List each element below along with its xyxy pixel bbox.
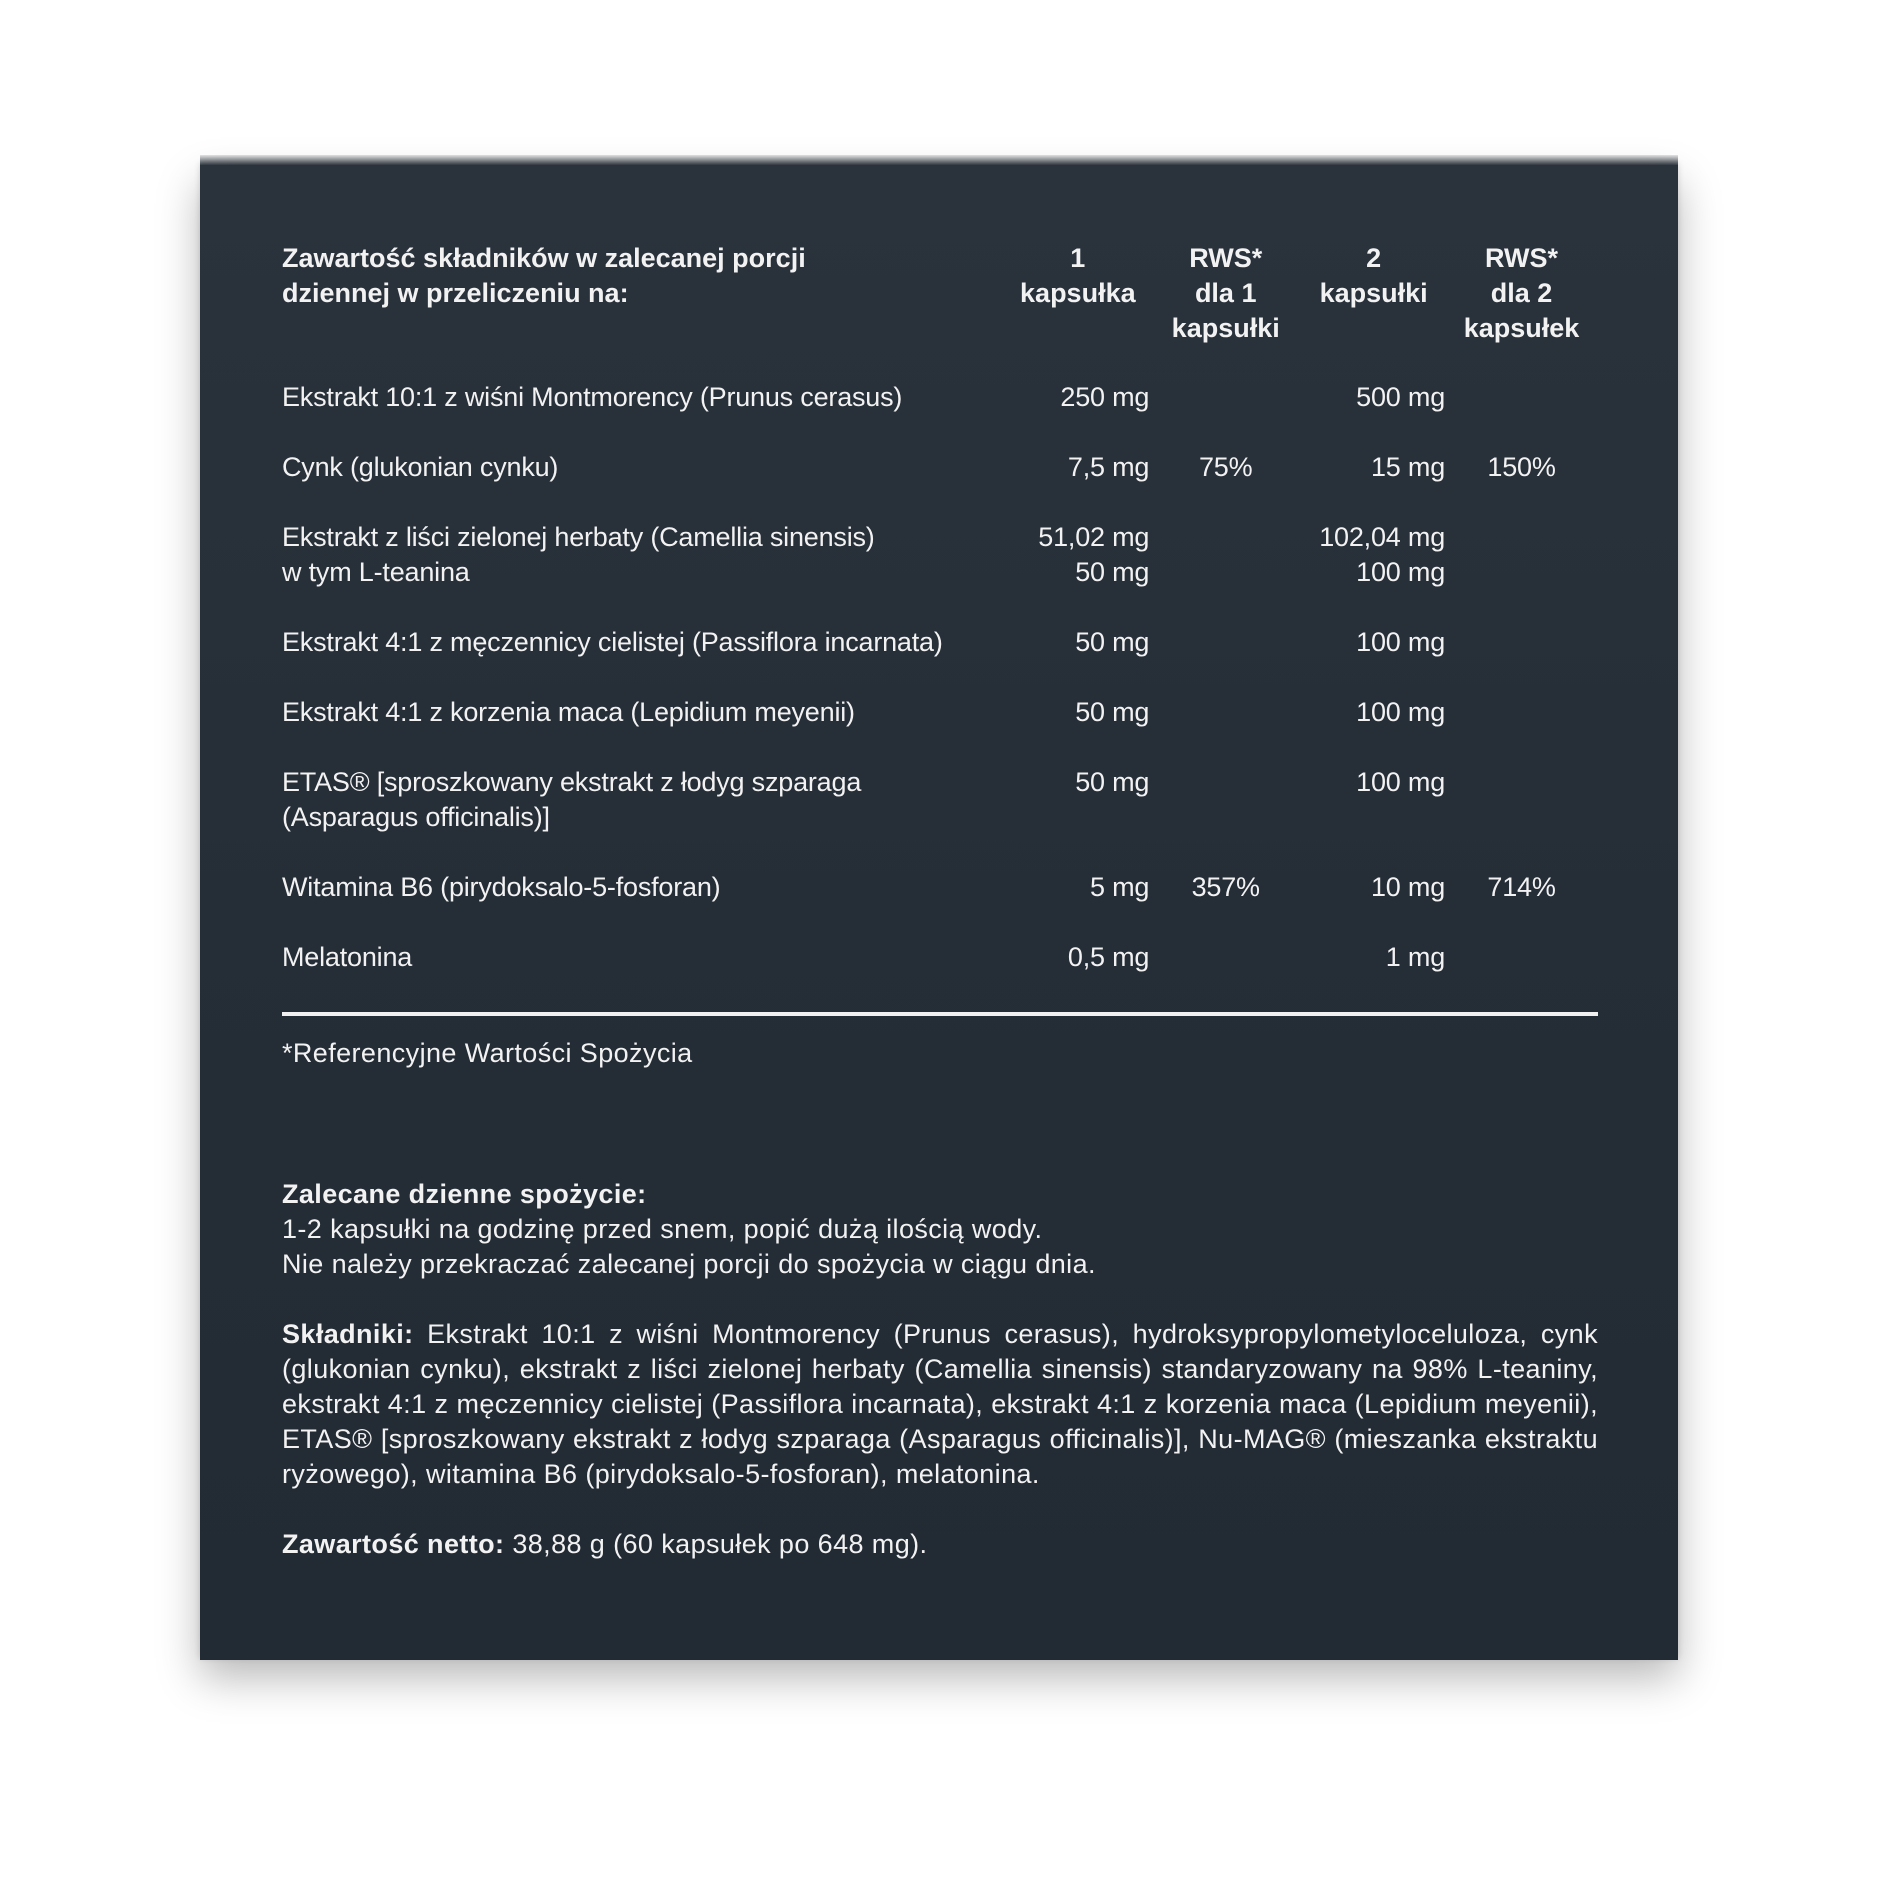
usage-line-2: Nie należy przekraczać zalecanej porcji do spożycia w ciągu dnia. — [282, 1249, 1096, 1279]
table-row: Ekstrakt 4:1 z męczennicy cielistej (Passiflora incarnata) 50 mg 100 mg — [282, 627, 1446, 657]
table-row: Cynk (glukonian cynku) 7,5 mg 75% 15 mg 150% — [282, 452, 1556, 482]
table-row: ETAS® [sproszkowany ekstrakt z łodyg szparaga (Asparagus officinalis)] 50 mg 100 mg — [282, 767, 1446, 832]
table-row: Ekstrakt 4:1 z korzenia maca (Lepidium meyenii) 50 mg 100 mg — [282, 697, 1446, 727]
header-rws-2: RWS* dla 2 kapsułek — [1463, 243, 1580, 343]
header-rws-1: RWS* dla 1 kapsułki — [1171, 243, 1280, 343]
nutrition-table — [282, 241, 1598, 992]
net-text: 38,88 g (60 kapsułek po 648 mg). — [504, 1529, 928, 1559]
net-label: Zawartość netto: — [282, 1529, 505, 1559]
table-divider — [282, 1012, 1598, 1016]
product-box-back — [200, 165, 1678, 1660]
usage-line-1: 1-2 kapsułki na godzinę przed snem, popić dużą ilością wody. — [282, 1214, 1043, 1244]
ingredients-label: Składniki: — [282, 1319, 414, 1349]
header-1-capsule: 1 kapsułka — [1020, 243, 1136, 308]
ingredients-text: Ekstrakt 10:1 z wiśni Montmorency (Prunus cerasus), hydroksypropylometyloceluloza, cynk (glukonian cynku), ekstrakt z liści zielonej herbaty (Camellia sinensis) standaryzowany na 98% L-teaniny, ekstrakt 4:1 z męczennicy cielistej (Passiflora incarnata), ekstrakt 4:1 z korzenia maca (Lepidium meyenii), ETAS® [sproszkowany ekstrakt z łodyg szparaga (Asparagus officinalis)], Nu-MAG® (mieszanka ekstraktu ryżowego), witamina B6 (pirydoksalo-5-fosforan), melatonina. — [282, 1319, 1598, 1489]
label-content — [282, 241, 1598, 1562]
rws-footnote: *Referencyjne Wartości Spożycia — [282, 1038, 693, 1068]
header-ingredient: Zawartość składników w zalecanej porcji dziennej w przeliczeniu na: — [282, 243, 806, 308]
table-row: Ekstrakt 10:1 z wiśni Montmorency (Prunus cerasus) 250 mg 500 mg — [282, 382, 1446, 412]
nutrition-table-header — [282, 241, 1598, 362]
table-row: Witamina B6 (pirydoksalo-5-fosforan) 5 mg 357% 10 mg 714% — [282, 872, 1556, 902]
ingredients-list — [282, 1317, 1598, 1492]
table-row: Ekstrakt z liści zielonej herbaty (Camellia sinensis) w tym L-teanina 51,02 mg 50 mg 102,04 mg 100 mg — [282, 522, 1446, 587]
usage-heading: Zalecane dzienne spożycie: — [282, 1179, 647, 1209]
recommended-usage — [282, 1177, 1598, 1282]
header-2-capsules: 2 kapsułki — [1319, 243, 1428, 308]
table-row: Melatonina 0,5 mg 1 mg — [282, 942, 1446, 972]
net-content — [282, 1527, 1598, 1562]
